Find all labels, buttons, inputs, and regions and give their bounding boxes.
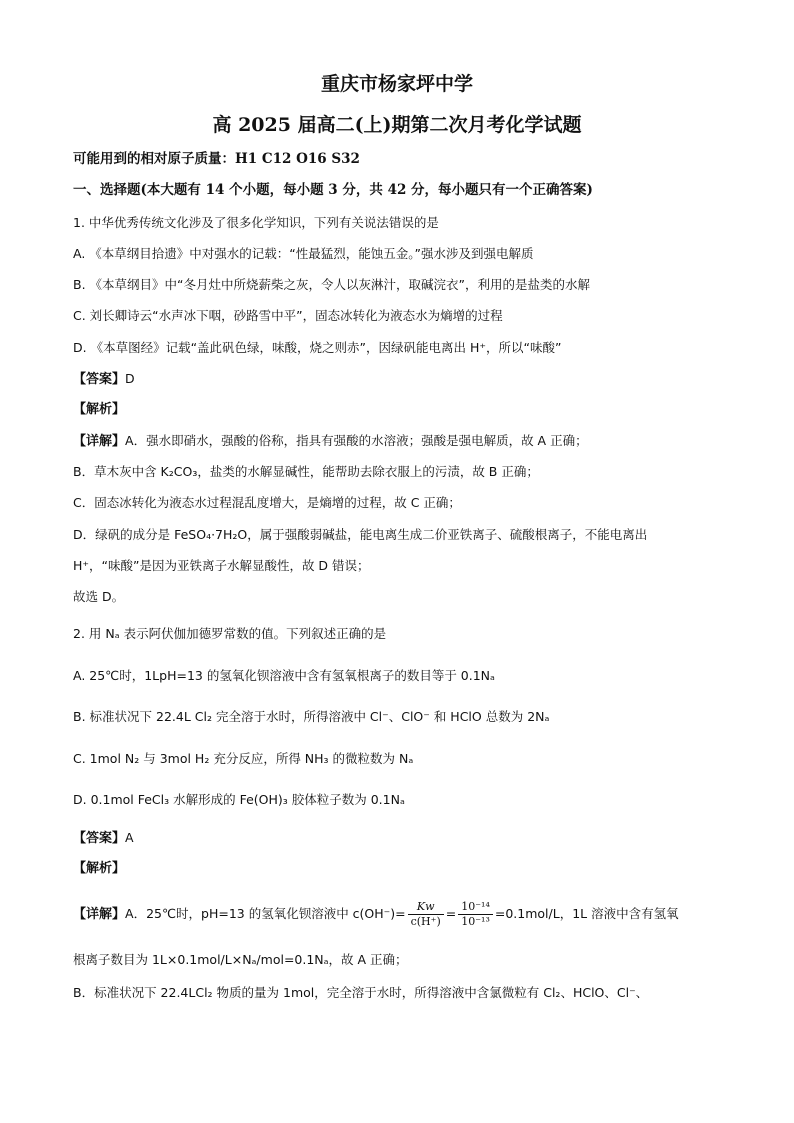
- q2-stem: 2. 用 Nₐ 表示阿伏伽加德罗常数的值。下列叙述正确的是: [73, 626, 387, 641]
- answer-tag: 【答案】: [73, 831, 126, 846]
- q2-detail-b-1: B．标准状况下 22.4LCl₂ 物质的量为 1mol，完全溶于水时，所得溶液中含氯微粒有 Cl₂、HClO、Cl⁻、: [73, 985, 649, 1000]
- q2-option-d: D. 0.1mol FeCl₃ 水解形成的 Fe(OH)₃ 胶体粒子数为 0.1Nₐ: [73, 792, 405, 807]
- q1-answer: [73, 370, 135, 389]
- q2-detail-a-2: 根离子数目为 1L×0.1mol/L×Nₐ/mol=0.1Nₐ，故 A 正确；: [73, 952, 408, 967]
- q1-detail-a: [73, 432, 588, 451]
- answer-tag: 【答案】: [73, 372, 126, 387]
- detail-text-post: =0.1mol/L，1L 溶液中含有氢氧: [494, 906, 679, 921]
- q2-answer: [73, 829, 134, 848]
- q1-option-d: D. 《本草图经》记载“盖此矾色绿，味酸，烧之则赤”，因绿矾能电离出 H⁺，所以“味酸”: [73, 340, 562, 355]
- q1-detail-c: C．固态冰转化为液态水过程混乱度增大，是熵增的过程，故 C 正确；: [73, 495, 461, 510]
- fraction-denominator: 10⁻¹³: [461, 915, 490, 928]
- q2-option-b: B. 标准状况下 22.4L Cl₂ 完全溶于水时，所得溶液中 Cl⁻、ClO⁻ 和 HClO 总数为 2Nₐ: [73, 709, 550, 724]
- detail-text: A．强水即硝水，强酸的俗称，指具有强酸的水溶液；强酸是强电解质，故 A 正确；: [125, 433, 588, 448]
- fraction-numerator: Kw: [408, 900, 444, 915]
- q1-conclusion: 故选 D。: [73, 589, 125, 604]
- equals-sign: =: [445, 906, 457, 921]
- fraction-numerator: 10⁻¹⁴: [458, 900, 493, 915]
- school-name: 重庆市杨家坪中学: [320, 73, 473, 95]
- q2-option-c: C. 1mol N₂ 与 3mol H₂ 充分反应，所得 NH₃ 的微粒数为 Nₐ: [73, 751, 414, 766]
- q1-detail-d-1: D．绿矾的成分是 FeSO₄·7H₂O，属于强酸弱碱盐，能电离生成二价亚铁离子、硫酸根离子，不能电离出: [73, 527, 648, 542]
- fraction-powers: [458, 900, 493, 929]
- answer-value: A: [125, 830, 134, 845]
- q2-option-a: A. 25℃时，1LpH=13 的氢氧化钡溶液中含有氢氧根离子的数目等于 0.1Nₐ: [73, 668, 495, 683]
- detail-tag: 【详解】: [73, 907, 126, 922]
- detail-text-pre: A．25℃时，pH=13 的氢氧化钡溶液中 c(OH⁻)=: [125, 906, 406, 921]
- section-heading: 一、选择题(本大题有 14 个小题，每小题 3 分，共 42 分，每小题只有一个正确答案): [73, 182, 593, 198]
- q1-detail-d-2: H⁺，“味酸”是因为亚铁离子水解显酸性，故 D 错误；: [73, 558, 370, 573]
- detail-tag: 【详解】: [73, 434, 126, 449]
- atomic-masses: 可能用到的相对原子质量：H1 C12 O16 S32: [73, 151, 360, 167]
- fraction-kw: [408, 900, 444, 929]
- q1-detail-b: B．草木灰中含 K₂CO₃，盐类的水解显碱性，能帮助去除衣服上的污渍，故 B 正确；: [73, 464, 539, 479]
- q1-option-c: C. 刘长卿诗云“水声冰下咽，砂路雪中平”，固态冰转化为液态水为熵增的过程: [73, 308, 503, 323]
- answer-value: D: [125, 371, 135, 386]
- q2-detail-a: [73, 900, 679, 929]
- fraction-denominator: c(H⁺): [410, 915, 441, 928]
- q1-option-a: A. 《本草纲目拾遗》中对强水的记载：“性最猛烈，能蚀五金。”强水涉及到强电解质: [73, 246, 534, 261]
- q1-analysis-tag: 【解析】: [73, 402, 126, 417]
- q1-option-b: B. 《本草纲目》中“冬月灶中所烧薪柴之灰，令人以灰淋汁，取碱浣衣”，利用的是盐类的水解: [73, 277, 590, 292]
- q2-analysis-tag: 【解析】: [73, 861, 126, 876]
- q1-stem: 1. 中华优秀传统文化涉及了很多化学知识，下列有关说法错误的是: [73, 215, 439, 230]
- exam-title: 高 2025 届高二(上)期第二次月考化学试题: [212, 114, 582, 136]
